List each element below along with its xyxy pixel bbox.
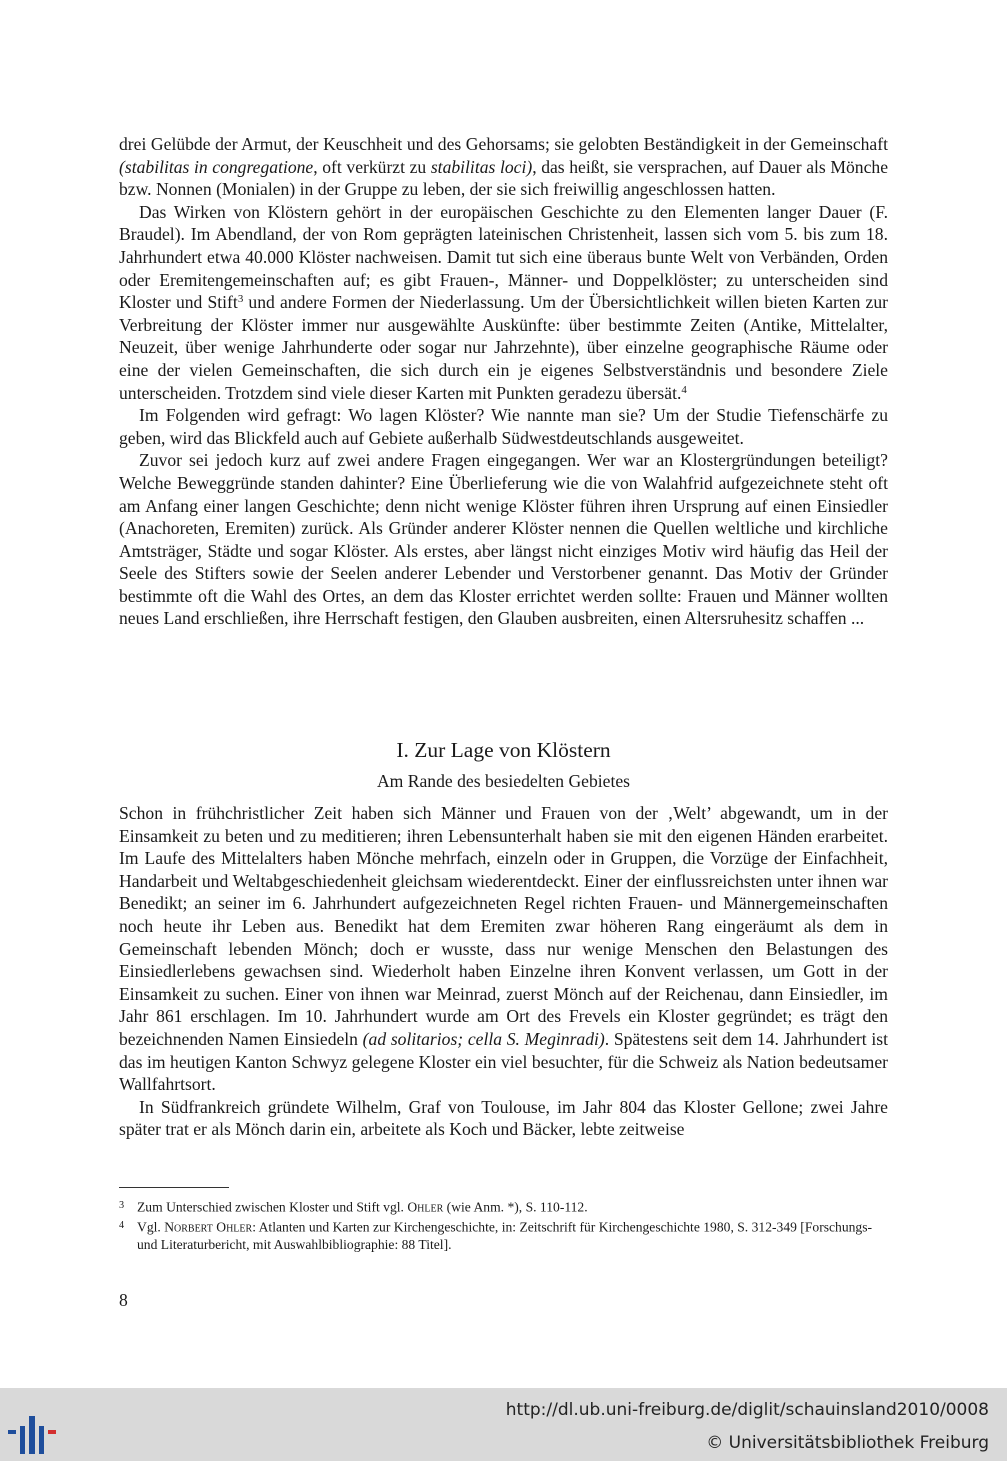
footnote-mark: 3 — [119, 1200, 125, 1211]
text-block-section — [119, 802, 888, 1141]
page-number: 8 — [119, 1290, 128, 1310]
footer-bar — [0, 1388, 1007, 1461]
text-run: Zum Unterschied zwischen Kloster und Stift vgl. — [137, 1199, 408, 1215]
section-heading: I. Zur Lage von Klöstern — [396, 738, 611, 762]
text-run: Vgl. — [137, 1219, 165, 1235]
text-run: Das Wirken von Klöstern gehört in der europäischen Geschichte zu den Elementen langer Dauer (F. Braudel). Im Abendland, der von Rom geprägten lateinischen Christenheit, lassen sich vom 5. bis zum 18. Jahrhundert etwa 40.000 Klöster nachweisen. Damit tut sich eine überaus bunte Welt von Verbänden, Orden oder Eremitengemeinschaften auf; es gibt Frauen-, Männer- und Doppelklöster; zu unterscheiden sind Kloster und Stift — [119, 201, 888, 313]
paragraph — [119, 133, 888, 201]
italic-term: stabilitas loci) — [430, 156, 533, 177]
italic-term: (ad solitarios; cella S. Meginradi) — [362, 1028, 605, 1049]
text-run: (wie Anm. *), S. 110-112. — [443, 1199, 588, 1215]
text-run: Schon in frühchristlicher Zeit haben sich Männer und Frauen von der ‚Welt’ abgewandt, um in der Einsamkeit zu beten und zu meditieren; ihren Lebensunterhalt haben sie mit den eigenen Händen erarbeitet. Im Laufe des Mittelalters haben Mönche mehrfach, einzeln oder in Gruppen, die Vorzüge der Einfachheit, Handarbeit und Weltabgeschiedenheit gleichsam wiederentdeckt. Einer der einflussreichsten unter ihnen war Benedikt; an seiner im 6. Jahrhundert aufgezeichneten Regel richten Frauen- und Männergemeinschaften noch heute ihr Leben aus. Benedikt hat dem Eremiten zwar höheren Rang eingeräumt als dem in Gemeinschaft lebenden Mönch; doch er wusste, dass nur wenige Menschen den Belastungen des Einsiedlerlebens gewachsen sind. Wiederholt haben Einzelne ihren Konvent verlassen, um Gott in der Einsamkeit zu suchen. Einer von ihnen war Meinrad, zuerst Mönch auf der Reichenau, dann Einsiedler, im Jahr 861 erschlagen. Im 10. Jahrhundert wurde am Ort des Frevels ein Kloster gegründet; es trägt den bezeichnenden Namen Einsiedeln — [119, 803, 888, 1049]
paragraph — [119, 802, 888, 1096]
paragraph — [119, 201, 888, 404]
text-block-intro — [119, 133, 888, 630]
footnote-ref[interactable]: 3 — [237, 293, 244, 306]
text-run: : Atlanten und Karten zur Kirchengeschichte, in: Zeitschrift für Kirchengeschichte 1980, S. 312-349 [Forschungs- und Literaturbericht, mit Auswahlbibliographie: 88 Titel]. — [137, 1219, 873, 1253]
footnote-mark: 4 — [119, 1219, 125, 1231]
footnote-4 — [119, 1217, 888, 1255]
text-run: , oft verkürzt zu — [313, 156, 431, 177]
footnote-3 — [119, 1197, 888, 1217]
text-run: und andere Formen der Niederlassung. Um der Übersichtlichkeit willen bieten Karten zur Verbreitung der Klöster immer nur ausgewählte Auskünfte: über bestimmte Zeiten (Antike, Mittelalter, Neuzeit, über wenige Jahrhunderte oder sogar nur Jahrzehnte), über einzelne geographische Räume oder eine der vielen Gemeinschaften, die sich durch ein je eigenes Selbstverständnis und besondere Ziele unterscheiden. Trotzdem sind viele dieser Karten mit Punkten geradezu übersät. — [119, 292, 888, 403]
paragraph: Im Folgenden wird gefragt: Wo lagen Klöster? Wie nannte man sie? Um der Studie Tiefenschärfe zu geben, wird das Blickfeld auch auf Gebiete außerhalb Südwestdeutschlands ausgeweitet. — [119, 405, 888, 448]
footnote-divider — [119, 1187, 229, 1188]
footnotes — [119, 1197, 888, 1254]
italic-term: (stabilitas in congregatione — [119, 156, 314, 177]
paragraph: Zuvor sei jedoch kurz auf zwei andere Fragen eingegangen. Wer war an Klostergründungen beteiligt? Welche Beweggründe standen dahinter? Eine Überlieferung wie die von Walahfrid aufgezeichnete steht oft am Anfang einer langen Geschichte; denn nicht wenige Klöster führen ihren Ursprung auf einen Einsiedler (Anachoreten, Eremiten) zurück. Als Gründer anderer Klöster nennen die Quellen weltliche und kirchliche Amtsträger, Städte und sogar Klöster. Als erstes, aber längst nicht einziges Motiv wird häufig das Heil der Seele des Stifters sowie der Seelen anderer Lebender und Verstorbener genannt. Das Motiv der Gründer bestimmte oft die Wahl des Ortes, an dem das Kloster errichtet werden sollte: Frauen und Männer wollten neues Land erschließen, ihre Herrschaft festigen, den Glauben ausbreiten, einen Altersruhesitz schaffen ... — [119, 450, 888, 629]
copyright-text: © Universitätsbibliothek Freiburg — [706, 1433, 989, 1453]
section-subheading: Am Rande des besiedelten Gebietes — [376, 771, 631, 791]
library-logo-icon — [8, 1416, 64, 1456]
document-url-link[interactable]: http://dl.ub.uni-freiburg.de/diglit/schauinsland2010/0008 — [505, 1400, 989, 1420]
author-name: Norbert Ohler — [164, 1219, 253, 1235]
author-name: Ohler — [407, 1199, 444, 1215]
paragraph: In Südfrankreich gründete Wilhelm, Graf von Toulouse, im Jahr 804 das Kloster Gellone; zwei Jahre später trat er als Mönch darin ein, arbeitete als Koch und Bäcker, lebte zeitweise — [119, 1096, 888, 1140]
text-run: drei Gelübde der Armut, der Keuschheit und des Gehorsams; sie gelobten Beständigkeit in der Gemeinschaft — [119, 134, 888, 154]
text-run: . Spätestens seit dem 14. Jahrhundert ist das im heutigen Kanton Schwyz gelegene Kloster ein viel besuchter, für die Schweiz als Nation bedeutsamer Wallfahrtsort. — [119, 1028, 888, 1095]
text-run: , das heißt, sie versprachen, auf Dauer als Mönche bzw. Nonnen (Monialen) in der Gruppe zu leben, der sie sich freiwillig angeschlossen hatten. — [119, 156, 889, 200]
footnote-ref[interactable]: 4 — [681, 383, 687, 396]
